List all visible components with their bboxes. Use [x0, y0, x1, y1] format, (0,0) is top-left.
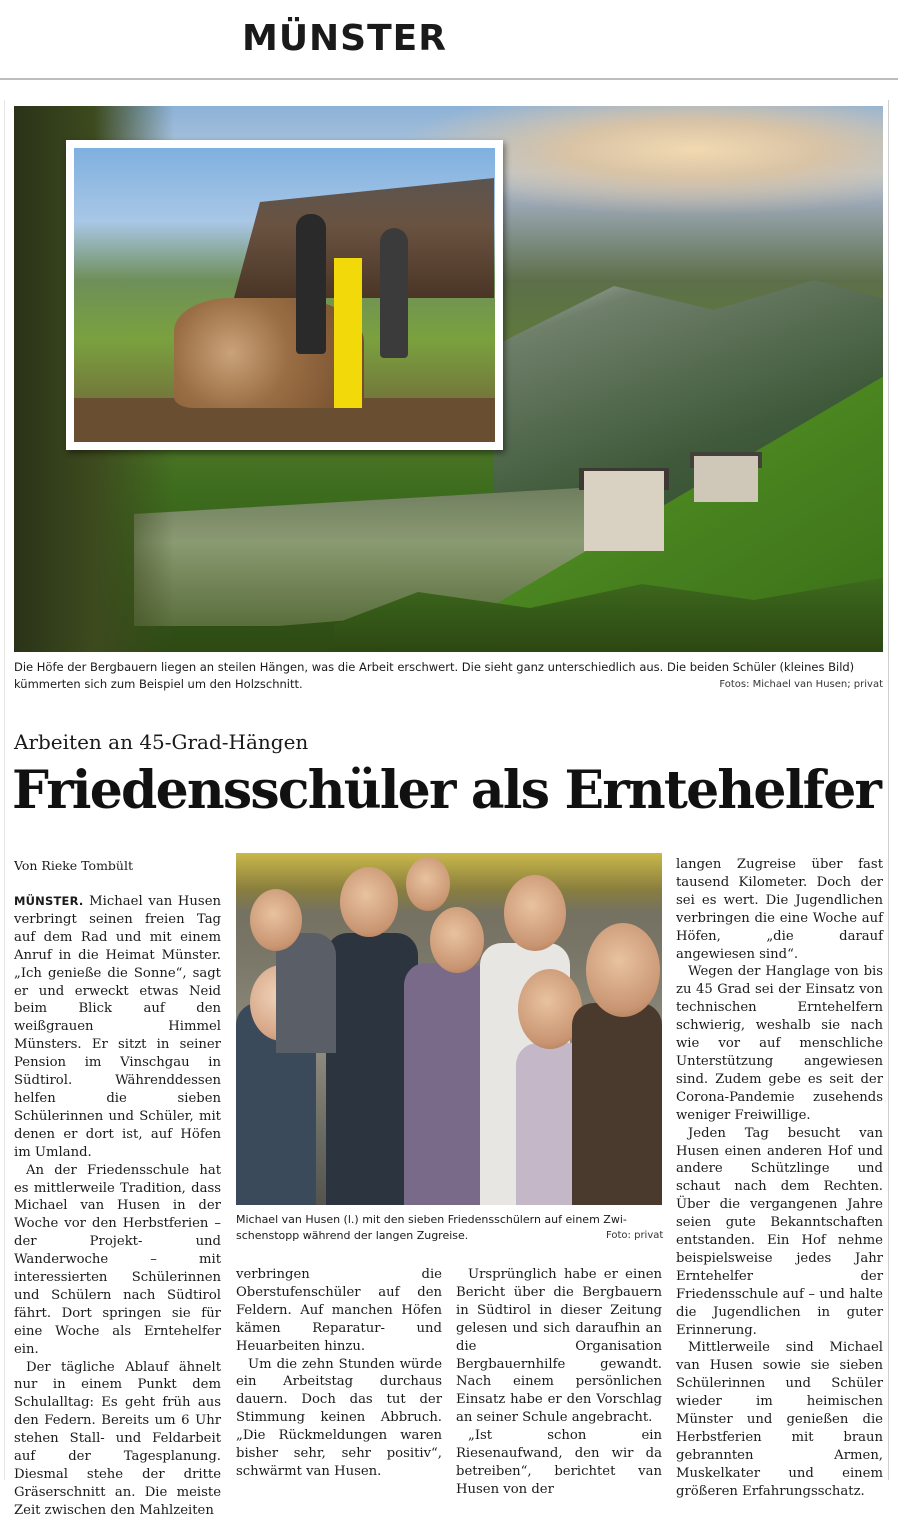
paragraph: verbringen die Oberstufenschüler auf den Feldern. Auf manchen Höfen kämen Reparatur- und Heuarbeiten hinzu. [236, 1267, 442, 1354]
dateline: MÜNSTER. [14, 894, 84, 908]
hero-caption-line: Die Höfe der Bergbauern liegen an steilen Hängen, was die Arbeit erschwert. Die sieht ganz unterschiedlich aus. Die beiden Schüler (kleines Bild) [14, 660, 855, 674]
paragraph: Wegen der Hanglage von bis zu 45 Grad sei der Einsatz von technischen Erntehelfern schwierig, weshalb sie nach wie vor auf menschliche Unterstützung angewiesen sind. Zudem gebe es seit der Corona-Pandemie zusehends weniger Freiwillige. [676, 964, 883, 1123]
paragraph: An der Friedensschule hat es mittlerweile Tradition, dass Michael van Husen in der Woche vor den Herbstferien – der Projekt- und Wanderwoche – mit interessierten Schülerinnen und Schülern nach Südtirol fährt. Dort springen sie für eine Woche als Erntehelfer ein. [14, 1162, 221, 1357]
farmhouse [584, 471, 664, 551]
person-body [572, 1003, 662, 1205]
group-caption-line: schenstopp während der langen Zugreise. [236, 1229, 469, 1242]
group-photo-credit: Foto: privat [606, 1230, 664, 1241]
person-head [586, 923, 660, 1017]
paragraph: Jeden Tag besucht van Husen einen anderen Hof und andere Schützlinge und schaut nach dem Rechten. Über die vergangenen Jahre seien gute Bekanntschaften entstanden. Ein Hof nehme beispielsweise jedes Jahr Erntehelfer der Friedensschule auf – und halte die Jugendlichen in guter Erinnerung. [676, 1125, 883, 1338]
section-title: MÜNSTER [242, 18, 447, 59]
paragraph: langen Zugreise über fast tausend Kilometer. Doch der sei es wert. Die Jugendlichen verbringen die eine Woche auf Höfen, „die darauf angewiesen sind“. [676, 857, 883, 962]
header-divider [0, 78, 898, 80]
right-margin-rule [888, 100, 889, 1480]
article-headline: Friedensschüler als Erntehelfer [12, 760, 881, 821]
person-body [404, 963, 490, 1205]
log-splitter [334, 258, 362, 408]
left-margin-rule [4, 100, 5, 1480]
paragraph [14, 893, 221, 1162]
person-body [276, 933, 336, 1053]
paragraph: Mittlerweile sind Michael van Husen sowie sie sieben Schülerinnen und Schüler wieder im heimischen Münster und genießen die Herbstferien mit braun gebrannten Armen, Muskelkater und einem größeren Erfahrungsschatz. [676, 1340, 883, 1499]
person-head [250, 889, 302, 951]
hero-photo-credit: Fotos: Michael van Husen; privat [719, 679, 883, 690]
article-column-4 [676, 856, 883, 1501]
student-figure [296, 214, 326, 354]
group-photo [236, 853, 662, 1205]
article-column-1 [14, 893, 221, 1520]
person-head [430, 907, 484, 973]
article-byline: Von Rieke Tombült [14, 858, 134, 873]
group-photo-caption [236, 1212, 662, 1244]
article-kicker: Arbeiten an 45-Grad-Hängen [14, 730, 309, 754]
person-head [504, 875, 566, 951]
paragraph: „Ist schon ein Riesenaufwand, den wir da betreiben“, berichtet van Husen von der [456, 1428, 662, 1497]
hero-caption-line: kümmerten sich zum Beispiel um den Holzschnitt. [14, 677, 303, 691]
page-header [0, 0, 898, 78]
wooden-hut [234, 178, 494, 298]
paragraph: Ursprünglich habe er einen Bericht über die Bergbauern in Südtirol in dieser Zeitung gelesen und sich daraufhin an die Organisation Bergbauernhilfe gewandt. Nach einem persönlichen Einsatz habe er den Vorschlag an seiner Schule angebracht. [456, 1267, 662, 1426]
farmhouse-2 [694, 456, 758, 502]
article-column-3 [456, 1266, 662, 1499]
person-head [406, 857, 450, 911]
inset-photo [66, 140, 503, 450]
article-column-2 [236, 1266, 442, 1481]
student-figure [380, 228, 408, 358]
paragraph-text: Michael van Husen verbringt seinen freien Tag auf dem Rad und mit einem Anruf in die Heimat Münster. „Ich genieße die Sonne“, sagt er und erweckt etwas Neid beim Blick auf den weißgrauen Himmel Münsters. Er sitzt in seiner Pension im Vinschgau in Südtirol. Währenddessen helfen die sieben Schülerinnen und Schüler, mit denen er dort ist, auf Höfen im Umland. [14, 894, 221, 1160]
inset-photo-image [74, 148, 495, 442]
paragraph: Der tägliche Ablauf ähnelt nur in einem Punkt dem Schulalltag: Es geht früh aus den Federn. Bereits um 6 Uhr stehen Stall- und Feldarbeit auf der Tagesplanung. Diesmal stehe der dritte Gräserschnitt an. Die meiste Zeit zwischen den Mahlzeiten [14, 1359, 221, 1518]
paragraph: Um die zehn Stunden würde ein Arbeitstag durchaus dauern. Doch das tut der Stimmung keinen Abbruch. „Die Rückmeldungen waren bisher sehr, sehr positiv“, schwärmt van Husen. [236, 1356, 442, 1479]
group-caption-line: Michael van Husen (l.) mit den sieben Friedensschülern auf einem Zwi- [236, 1213, 627, 1226]
person-head [340, 867, 398, 937]
